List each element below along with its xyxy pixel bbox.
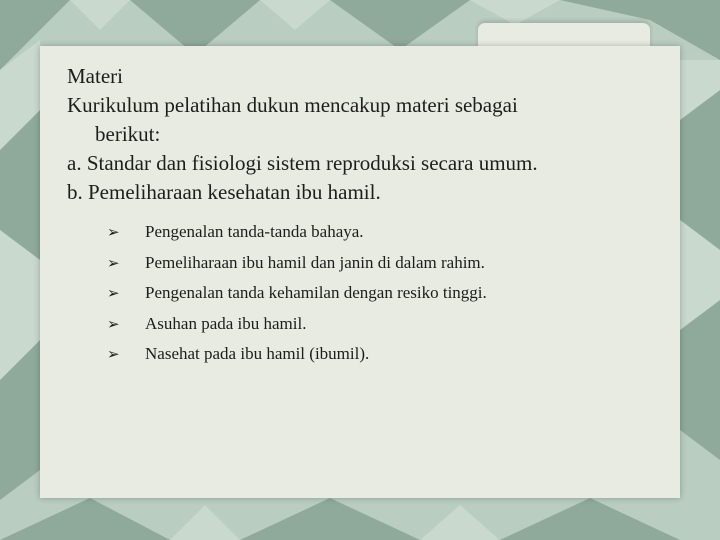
list-item	[67, 278, 667, 309]
list-item-text: Pemeliharaan ibu hamil dan janin di dalam rahim.	[145, 252, 485, 272]
arrowhead-bullet-icon: ➢	[107, 253, 120, 272]
item-a: a. Standar dan fisiologi sistem reproduksi secara umum.	[67, 151, 538, 175]
list-item	[67, 309, 667, 340]
arrowhead-bullet-icon: ➢	[107, 284, 120, 302]
item-b: b. Pemeliharaan kesehatan ibu hamil.	[67, 180, 381, 204]
list-item-text: Nasehat pada ibu hamil (ibumil).	[145, 344, 370, 363]
intro-line-1: Kurikulum pelatihan dukun mencakup materi sebagai	[67, 93, 518, 117]
arrowhead-bullet-icon: ➢	[107, 314, 120, 333]
list-item-text: Pengenalan tanda kehamilan dengan resiko tinggi.	[145, 283, 487, 302]
arrowhead-bullet-icon: ➢	[107, 223, 120, 241]
sub-item-list	[67, 217, 667, 370]
slide-heading: Materi	[67, 64, 123, 88]
arrowhead-bullet-icon: ➢	[107, 345, 120, 363]
list-item	[67, 248, 667, 279]
slide-content	[67, 62, 667, 370]
list-item-text: Asuhan pada ibu hamil.	[145, 313, 307, 333]
list-item	[67, 339, 667, 370]
intro-line-2: berikut:	[95, 122, 161, 146]
list-item	[67, 217, 667, 248]
list-item-text: Pengenalan tanda-tanda bahaya.	[145, 222, 364, 241]
